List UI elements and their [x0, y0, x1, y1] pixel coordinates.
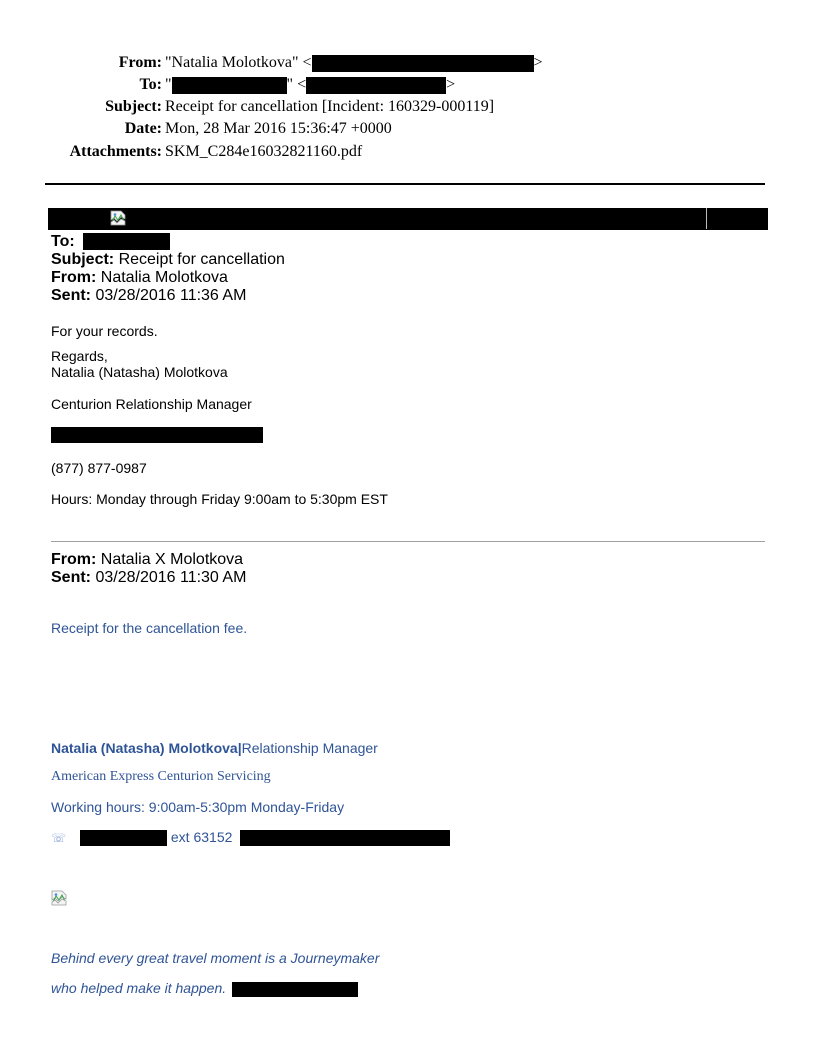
fw1-subject-value: Receipt for cancellation	[118, 251, 285, 268]
redaction-box	[232, 982, 358, 997]
fw1-sent-label: Sent:	[51, 287, 91, 304]
fw1-to-row	[51, 233, 170, 251]
header-date-label: Date:	[124, 120, 162, 137]
signature-phone-row	[51, 829, 450, 846]
msg1-title: Centurion Relationship Manager	[51, 396, 252, 412]
telephone-icon: ☏	[51, 831, 67, 845]
tagline-line2: who helped make it happen.	[51, 980, 227, 996]
header-from-label: From:	[118, 54, 162, 71]
header-to-open: "	[165, 76, 172, 93]
msg1-hours: Hours: Monday through Friday 9:00am to 5:30pm EST	[51, 491, 388, 507]
redaction-box	[83, 233, 170, 250]
header-divider	[45, 183, 765, 185]
header-attachments-value[interactable]: SKM_C284e16032821160.pdf	[165, 143, 363, 160]
header-from-name: "Natalia Molotkova" <	[165, 54, 312, 71]
fw1-sent-row	[51, 287, 246, 305]
fw1-from-value: Natalia Molotkova	[100, 269, 228, 286]
fw2-sent-label: Sent:	[51, 569, 91, 586]
msg2-line1: Receipt for the cancellation fee.	[51, 620, 248, 636]
fw1-from-row	[51, 269, 228, 287]
msg1-regards: Regards,	[51, 348, 108, 364]
fw2-sent-row	[51, 569, 246, 587]
signature-company: American Express Centurion Servicing	[51, 769, 271, 784]
signature-ext: ext 63152	[170, 829, 233, 845]
header-from-value	[165, 52, 543, 74]
redaction-box	[172, 77, 287, 94]
tagline-line2-row	[51, 980, 358, 997]
signature-title: Relationship Manager	[241, 740, 378, 756]
fw2-sent-value: 03/28/2016 11:30 AM	[95, 569, 247, 586]
fw1-from-label: From:	[51, 269, 97, 286]
fw2-from-label: From:	[51, 551, 97, 568]
message-divider	[51, 541, 765, 542]
broken-image-icon	[110, 210, 126, 226]
redacted-banner	[48, 208, 768, 230]
header-from-close: >	[533, 54, 543, 71]
banner-image-area	[108, 208, 707, 229]
fw1-subject-label: Subject:	[51, 251, 115, 268]
redaction-box	[51, 427, 263, 443]
fw2-from-row	[51, 551, 243, 569]
signature-name-row	[51, 740, 378, 756]
header-to-mid: " <	[286, 76, 307, 93]
header-subject-label: Subject:	[105, 98, 162, 115]
msg1-phone: (877) 877-0987	[51, 460, 147, 476]
redaction-box	[80, 830, 167, 846]
header-to-value	[165, 74, 455, 96]
redaction-box	[306, 77, 446, 94]
redaction-box	[312, 55, 534, 72]
header-date-value: Mon, 28 Mar 2016 15:36:47 +0000	[165, 120, 392, 137]
tagline-line1: Behind every great travel moment is a Journeymaker	[51, 950, 380, 966]
fw2-from-value: Natalia X Molotkova	[100, 551, 244, 568]
fw1-subject-row	[51, 251, 285, 269]
header-subject-value: Receipt for cancellation [Incident: 160329-000119]	[165, 98, 495, 115]
header-to-close: >	[446, 76, 456, 93]
redaction-box	[240, 830, 450, 846]
fw1-sent-value: 03/28/2016 11:36 AM	[95, 287, 247, 304]
msg1-line1: For your records.	[51, 323, 158, 339]
msg1-name: Natalia (Natasha) Molotkova	[51, 364, 228, 380]
fw1-to-label: To:	[51, 233, 75, 250]
signature-name: Natalia (Natasha) Molotkova|	[51, 740, 242, 756]
signature-working-hours: Working hours: 9:00am-5:30pm Monday-Friday	[51, 799, 345, 815]
header-attachments-label: Attachments:	[69, 143, 162, 160]
header-to-label: To:	[139, 76, 162, 93]
broken-image-icon	[51, 890, 67, 906]
